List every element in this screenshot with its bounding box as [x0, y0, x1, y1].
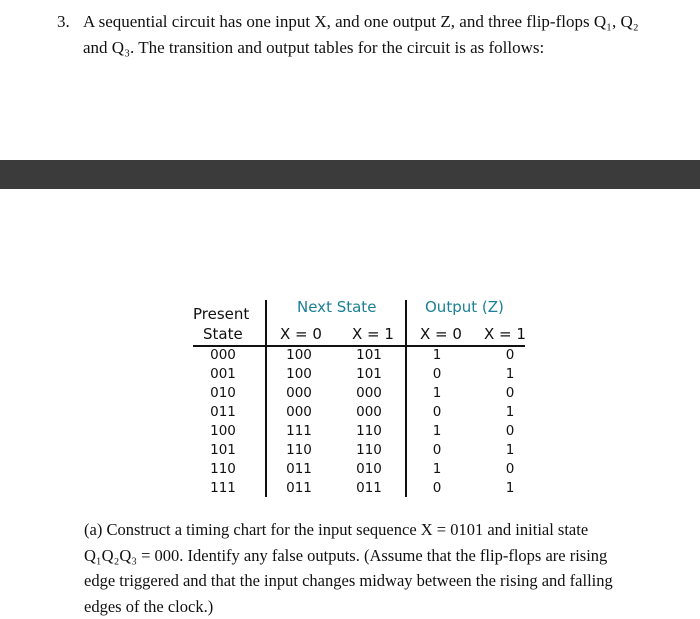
next-state-x0-label: X = 0: [280, 325, 322, 343]
output-divider: [405, 300, 407, 497]
present-state-cell: 010: [210, 385, 236, 401]
next-state-header: Next State: [297, 298, 377, 316]
present-state-cell: 110: [210, 461, 236, 477]
next-state-x0-cell: 100: [286, 347, 312, 363]
next-state-x1-cell: 101: [356, 366, 382, 382]
next-state-x1-label: X = 1: [352, 325, 394, 343]
output-x0-cell: 0: [432, 366, 442, 382]
next-state-x0-cell: 110: [286, 442, 312, 458]
next-state-x0-cell: 100: [286, 366, 312, 382]
present-state-cell: 101: [210, 442, 236, 458]
output-x1-cell: 1: [505, 366, 515, 382]
present-state-cell: 011: [210, 404, 236, 420]
present-state-cell: 001: [210, 366, 236, 382]
next-state-x1-cell: 000: [356, 404, 382, 420]
present-state-cell: 111: [210, 480, 236, 496]
output-x0-cell: 1: [432, 347, 442, 363]
present-state-cell: 000: [210, 347, 236, 363]
part-a-line-1: (a) Construct a timing chart for the input sequence X = 0101 and initial state: [84, 520, 589, 539]
present-state-cell: 100: [210, 423, 236, 439]
output-x1-cell: 1: [505, 480, 515, 496]
output-x1-cell: 1: [505, 404, 515, 420]
output-x0-label: X = 0: [420, 325, 462, 343]
part-a-text: [84, 517, 644, 619]
next-state-x1-cell: 101: [356, 347, 382, 363]
present-state-header-line-1: Present: [193, 305, 250, 323]
question-number: 3.: [57, 12, 70, 31]
output-x0-cell: 0: [432, 480, 442, 496]
output-x0-cell: 1: [432, 385, 442, 401]
output-x1-cell: 0: [505, 423, 515, 439]
present-state-header-line-2: State: [203, 325, 243, 343]
next-state-x1-cell: 000: [356, 385, 382, 401]
output-x0-cell: 1: [432, 423, 442, 439]
next-state-x0-cell: 000: [286, 404, 312, 420]
part-a-line-3: edge triggered and that the input changes midway between the rising and falling: [84, 571, 613, 590]
part-a-line-4: edges of the clock.): [84, 596, 214, 616]
next-state-x0-cell: 011: [286, 461, 312, 477]
present-divider: [265, 300, 267, 497]
output-x0-cell: 0: [432, 442, 442, 458]
output-x1-cell: 0: [505, 461, 515, 477]
next-state-x0-cell: 111: [286, 423, 312, 439]
part-a-line-2: Q₁Q₂Q₃ = 000. Identify any false outputs. (Assume that the flip-flops are rising: [84, 545, 608, 565]
output-x1-cell: 1: [505, 442, 515, 458]
question-text-line-2: and Q₃. The transition and output tables for the circuit is as follows:: [83, 38, 545, 57]
output-header: Output (Z): [425, 298, 504, 316]
output-x1-cell: 0: [505, 385, 515, 401]
output-x1-label: X = 1: [484, 325, 526, 343]
next-state-x0-cell: 011: [286, 480, 312, 496]
next-state-x1-cell: 110: [356, 423, 382, 439]
next-state-x0-cell: 000: [286, 385, 312, 401]
next-state-x1-cell: 110: [356, 442, 382, 458]
output-x1-cell: 0: [505, 347, 515, 363]
output-x0-cell: 0: [432, 404, 442, 420]
next-state-x1-cell: 010: [356, 461, 382, 477]
question-text-line-1: A sequential circuit has one input X, and one output Z, and three flip-flops Q₁, Q₂: [83, 12, 639, 31]
output-x0-cell: 1: [432, 461, 442, 477]
next-state-x1-cell: 011: [356, 480, 382, 496]
